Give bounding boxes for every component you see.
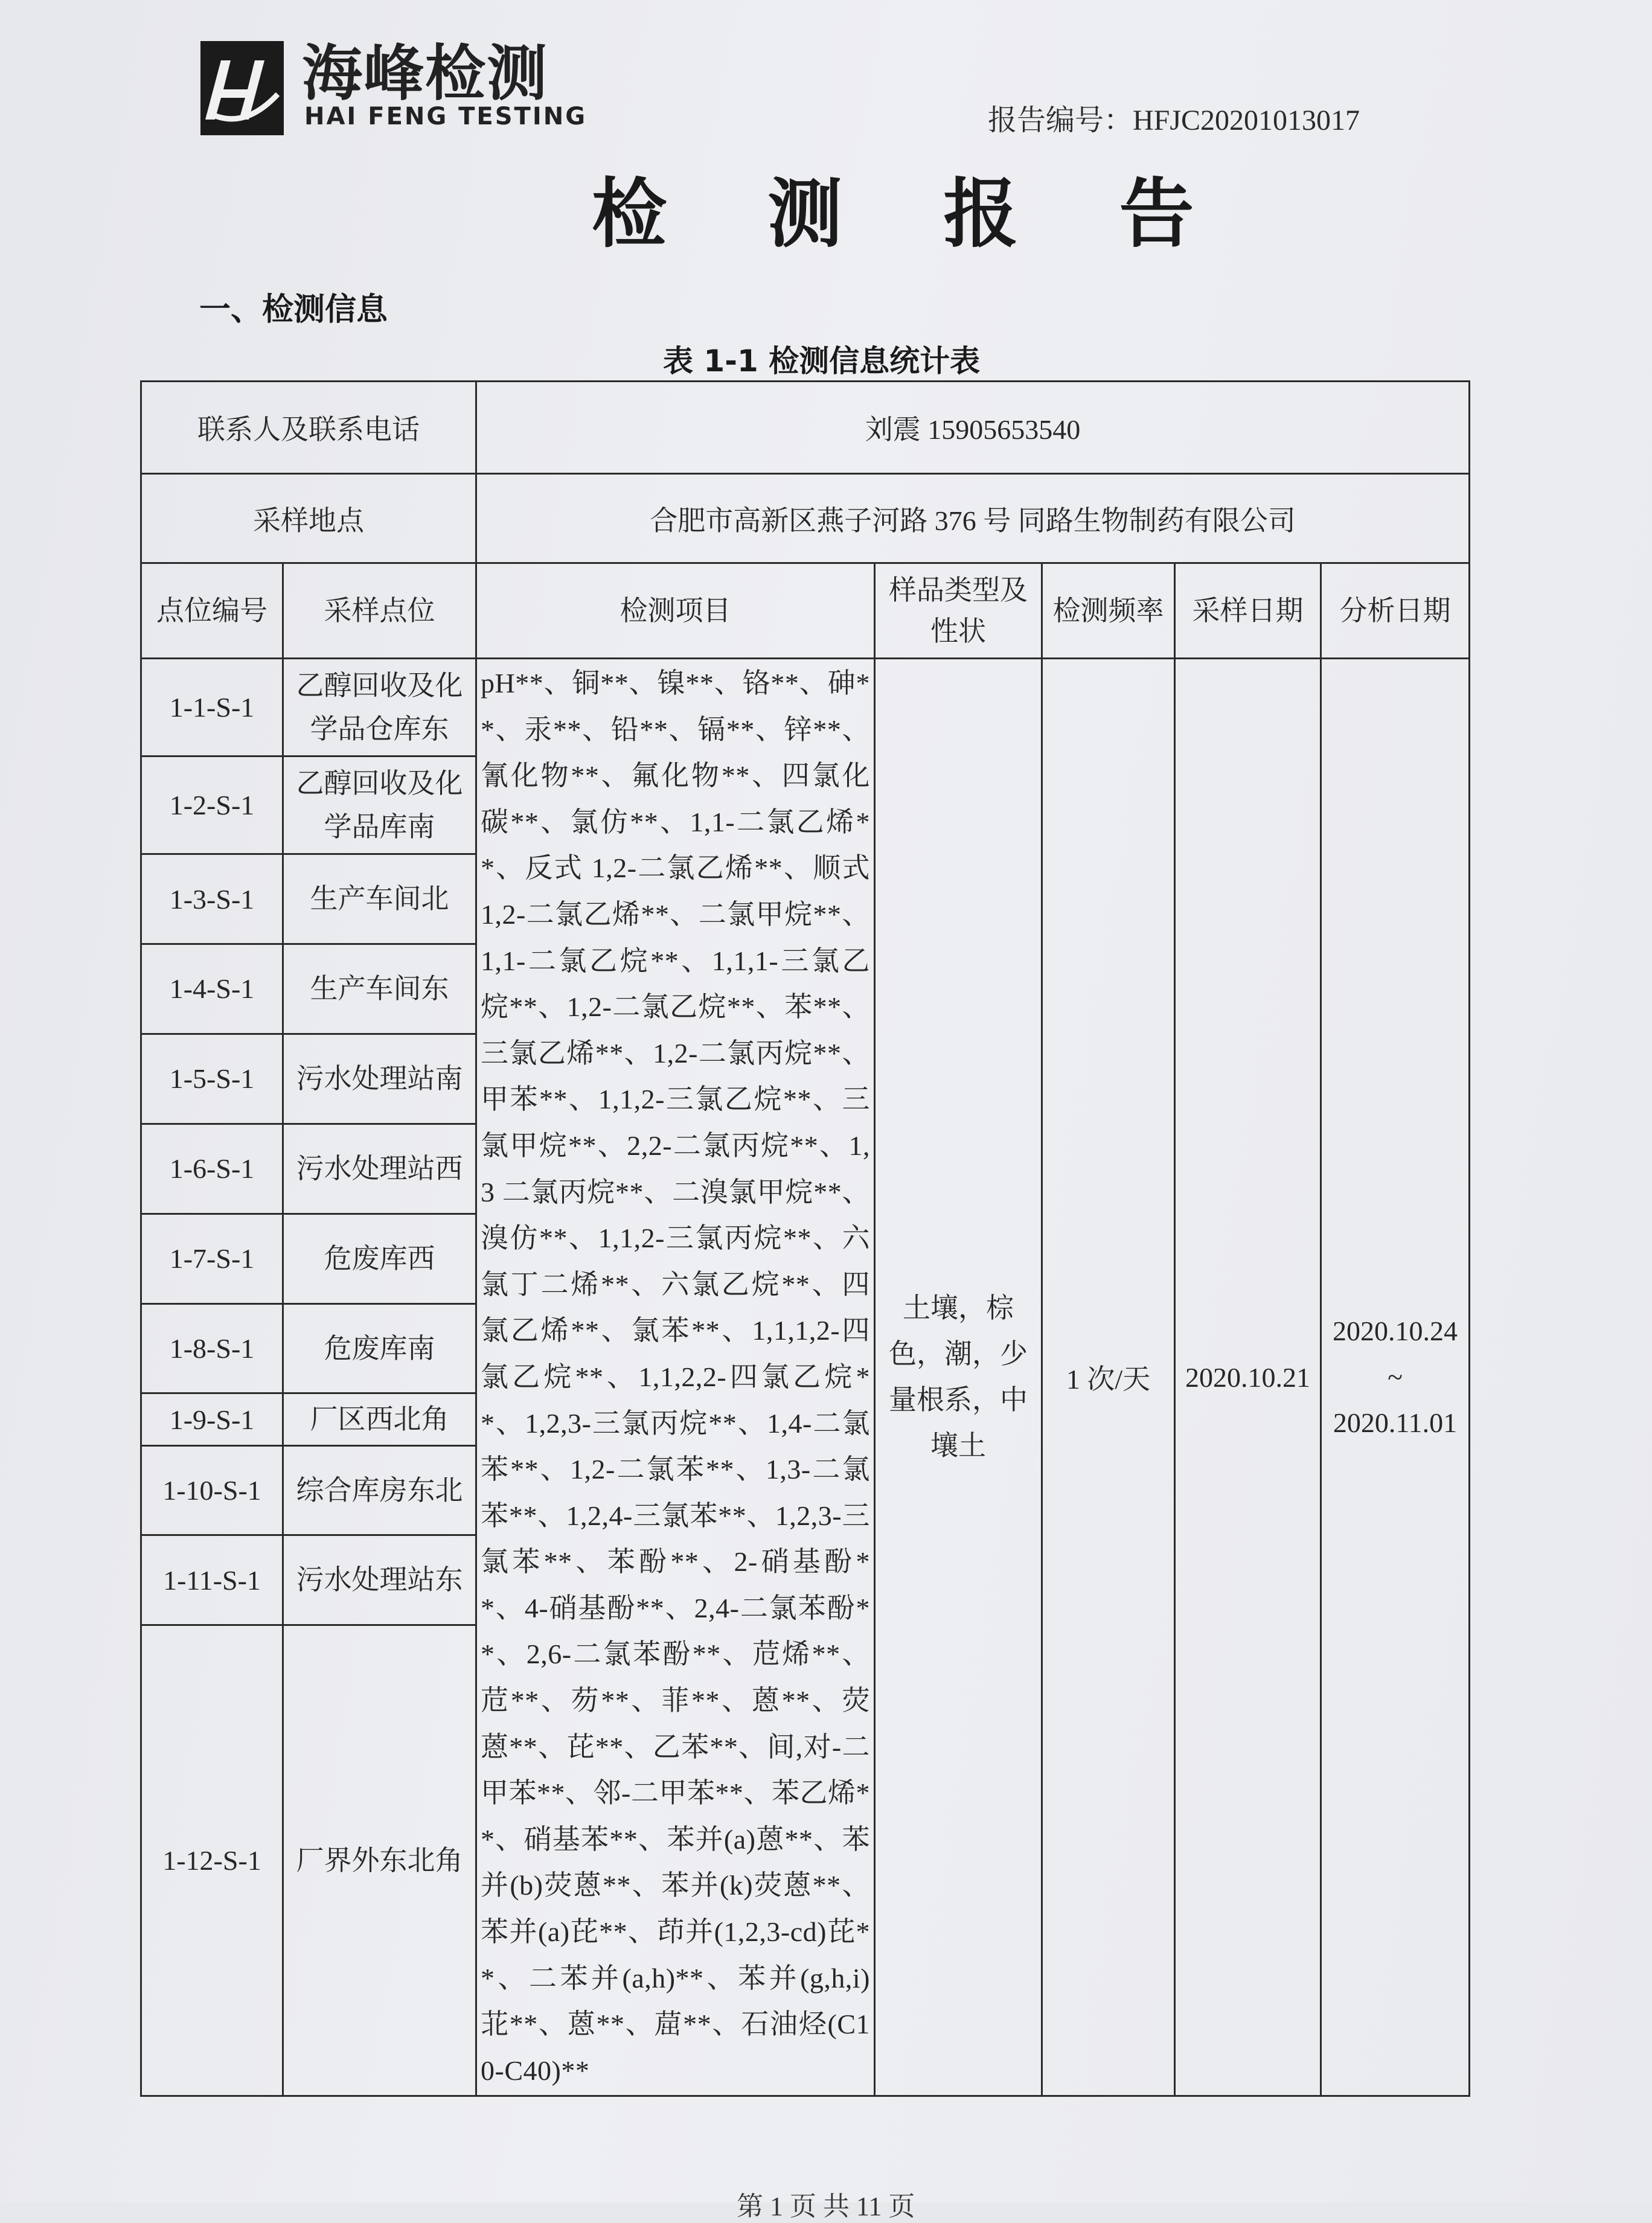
point-name: 污水处理站东 bbox=[283, 1535, 476, 1625]
sampling-place-value: 合肥市高新区燕子河路 376 号 同路生物制药有限公司 bbox=[476, 474, 1470, 563]
point-code: 1-7-S-1 bbox=[141, 1214, 283, 1303]
table-row bbox=[141, 659, 1470, 756]
logo-chinese-text: 海峰检测 bbox=[302, 38, 548, 109]
sampling-place-row bbox=[141, 474, 1470, 563]
column-header-point-name: 采样点位 bbox=[283, 563, 476, 659]
analysis-date-cell bbox=[1321, 659, 1470, 2096]
sampling-place-label: 采样地点 bbox=[141, 474, 476, 563]
column-header-analysis-date: 分析日期 bbox=[1321, 563, 1470, 659]
detection-info-table bbox=[140, 380, 1470, 2097]
sample-type-cell: 土壤，棕色，潮，少量根系，中壤土 bbox=[875, 659, 1042, 2096]
contact-label: 联系人及联系电话 bbox=[141, 382, 476, 474]
contact-value: 刘震 15905653540 bbox=[476, 382, 1470, 474]
point-name: 污水处理站南 bbox=[283, 1034, 476, 1124]
table-header-row bbox=[141, 563, 1470, 659]
page-footer: 第 1 页 共 11 页 bbox=[737, 2192, 915, 2221]
point-name: 危废库西 bbox=[283, 1214, 476, 1303]
column-header-sampling-date: 采样日期 bbox=[1175, 563, 1321, 659]
column-header-test-items: 检测项目 bbox=[476, 563, 875, 659]
point-code: 1-11-S-1 bbox=[141, 1535, 283, 1625]
point-name: 厂区西北角 bbox=[283, 1393, 476, 1445]
point-code: 1-9-S-1 bbox=[141, 1393, 283, 1445]
point-name: 危废库南 bbox=[283, 1303, 476, 1393]
point-code: 1-8-S-1 bbox=[141, 1303, 283, 1393]
page-title: 检 测 报 告 bbox=[592, 171, 1232, 258]
analysis-date-separator: ~ bbox=[1388, 1361, 1403, 1393]
point-code: 1-5-S-1 bbox=[141, 1034, 283, 1124]
section-heading: 一、检测信息 bbox=[199, 292, 388, 328]
column-header-point-code: 点位编号 bbox=[141, 563, 283, 659]
point-code: 1-3-S-1 bbox=[141, 854, 283, 944]
point-name: 乙醇回收及化学品库南 bbox=[283, 756, 476, 854]
point-code: 1-10-S-1 bbox=[141, 1445, 283, 1535]
point-code: 1-1-S-1 bbox=[141, 659, 283, 756]
analysis-date-end: 2020.11.01 bbox=[1333, 1407, 1458, 1439]
contact-row bbox=[141, 382, 1470, 474]
point-code: 1-12-S-1 bbox=[141, 1625, 283, 2096]
point-code: 1-6-S-1 bbox=[141, 1124, 283, 1214]
frequency-cell: 1 次/天 bbox=[1042, 659, 1175, 2096]
point-name: 生产车间东 bbox=[283, 944, 476, 1034]
point-name: 生产车间北 bbox=[283, 854, 476, 944]
point-code: 1-2-S-1 bbox=[141, 756, 283, 854]
test-items-cell: pH**、铜**、镍**、铬**、砷**、汞**、铅**、镉**、锌**、氰化物**、氟化物**、四氯化碳**、氯仿**、1,1-二氯乙烯**、反式 1,2-二氯乙烯**、顺式 1,2-二氯乙烯**、二氯甲烷**、1,1-二氯乙烷**、1,1,1-三氯乙烷**、1,2-二氯乙烷**、苯**、三氯乙烯**、1,2-二氯丙烷**、甲苯**、1,1,2-三氯乙烷**、三氯甲烷**、2,2-二氯丙烷**、1,3 二氯丙烷**、二溴氯甲烷**、溴仿**、1,1,2-三氯丙烷**、六氯丁二烯**、六氯乙烷**、四氯乙烯**、氯苯**、1,1,1,2-四氯乙烷**、1,1,2,2-四氯乙烷**、1,2,3-三氯丙烷**、1,4-二氯苯**、1,2-二氯苯**、1,3-二氯苯**、1,2,4-三氯苯**、1,2,3-三氯苯**、苯酚**、2-硝基酚**、4-硝基酚**、2,4-二氯苯酚**、2,6-二氯苯酚**、苊烯**、苊**、芴**、菲**、蒽**、荧蒽**、芘**、乙苯**、间,对-二甲苯**、邻-二甲苯**、苯乙烯**、硝基苯**、苯并(a)蒽**、苯并(b)荧蒽**、苯并(k)荧蒽**、苯并(a)芘**、茚并(1,2,3-cd)芘**、二苯并(a,h)**、苯并(g,h,i)苝**、蒽**、䓛**、石油烃(C10-C40)** bbox=[476, 659, 875, 2096]
point-name: 污水处理站西 bbox=[283, 1124, 476, 1214]
column-header-frequency: 检测频率 bbox=[1042, 563, 1175, 659]
report-number: 报告编号：HFJC20201013017 bbox=[988, 104, 1360, 136]
point-name: 综合库房东北 bbox=[283, 1445, 476, 1535]
point-name: 乙醇回收及化学品仓库东 bbox=[283, 659, 476, 756]
table-caption: 表 1-1 检测信息统计表 bbox=[663, 344, 981, 379]
column-header-sample-type: 样品类型及性状 bbox=[875, 563, 1042, 659]
logo-mark-icon bbox=[200, 41, 284, 135]
analysis-date-start: 2020.10.24 bbox=[1333, 1316, 1458, 1347]
point-name: 厂界外东北角 bbox=[283, 1625, 476, 2096]
point-code: 1-4-S-1 bbox=[141, 944, 283, 1034]
company-logo bbox=[200, 37, 587, 140]
sampling-date-cell: 2020.10.21 bbox=[1175, 659, 1321, 2096]
logo-english-text: HAI FENG TESTING bbox=[304, 103, 587, 130]
